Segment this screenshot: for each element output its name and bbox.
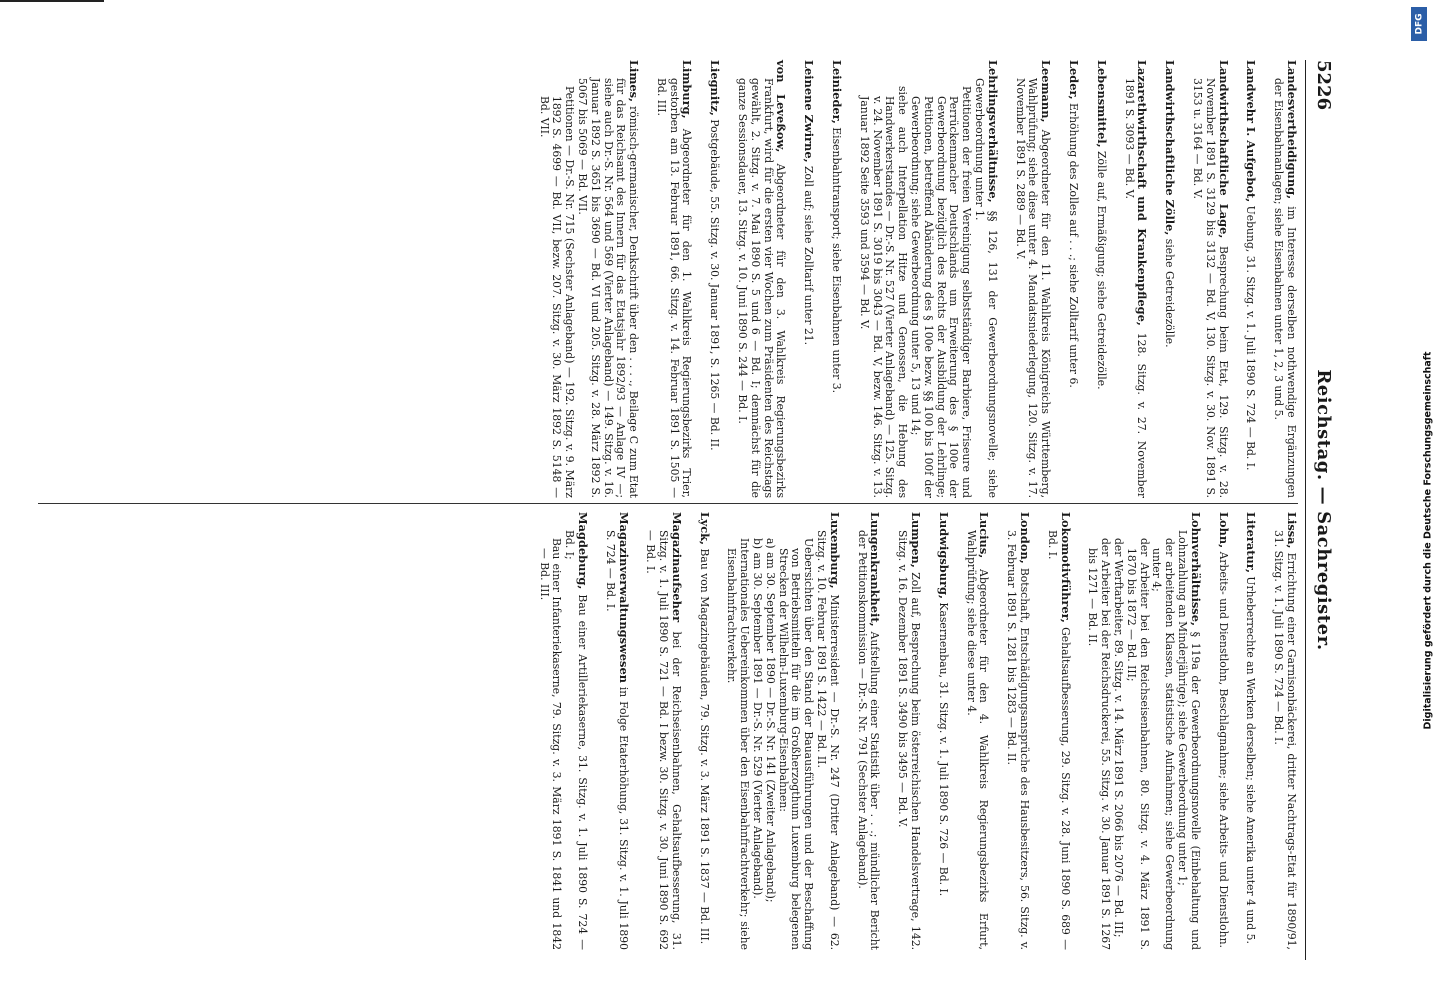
entry-subitem: der arbeitenden Klassen, statistische Aufnahmen; siehe Gewerbeordnung unter 4; — [1150, 538, 1177, 950]
right-column — [523, 512, 1298, 950]
index-entry — [829, 60, 843, 498]
index-entry — [855, 512, 882, 950]
entry-text: Urheberrechte an Werken derselben; siehe Amerika unter 4 und 5. — [1244, 576, 1258, 944]
entry-heading: von Leveßow, — [774, 60, 789, 153]
entry-heading: Limburg, — [680, 60, 695, 119]
left-column — [523, 60, 1298, 498]
index-entry — [801, 60, 815, 498]
entry-heading: Landwirthschaftliche Zölle, — [1163, 60, 1178, 236]
running-title-left: Reichstag. — [1313, 369, 1334, 481]
entry-heading: Leemann, — [1039, 60, 1054, 123]
index-entry — [1045, 512, 1072, 950]
index-entry — [603, 512, 630, 950]
index-entry — [1190, 60, 1229, 498]
digitization-credit: Digitalisierung gefördert durch die Deutsche Forschungsgemeinschaft — [1422, 351, 1434, 730]
entry-heading: Lohnverhältnisse, — [1188, 512, 1203, 626]
entry-text: Postgebäude, 55. Sitzg. v. 30. Januar 1891, S. 1265 — Bd. II. — [708, 119, 722, 451]
entry-heading: Lumpen, — [909, 512, 924, 568]
entry-subitem: Uebersichten über den Stand der Bauausführungen und der Beschaffung von Betriebsmitteln für die im Großherzogthum Luxemburg belegenen Strecken der Wilhelm-Luxemburg-Eisenbahnen: — [776, 538, 816, 950]
entry-text: Botschaft, Entschädigungsansprüche des Hausbesitzers, 56. Sitzg. v. 3. Februar 1891 S. 1281 bis 1283 — Bd. II. — [1005, 530, 1032, 950]
dfg-logo: DFG — [1411, 7, 1427, 41]
entry-text: siehe Getreidezölle. — [1163, 238, 1177, 348]
index-entry — [1122, 60, 1149, 498]
entry-heading: Lissa, — [1285, 512, 1299, 549]
entry-heading: Ludwigsburg, — [936, 512, 951, 599]
entry-heading: Magdeburg, — [575, 512, 590, 590]
entry-text: Zölle auf, Ermäßigung; siehe Getreidezölle. — [1094, 151, 1108, 390]
entry-subitem: der Arbeiter bei der Reichsdruckerei, 55. Sitzg. v. 30. Januar 1891 S. 1267 bis 1271 — Bd. II. — [1086, 538, 1113, 950]
page-header — [1305, 60, 1340, 960]
entry-subitem: Internationales Uebereinkommen über den Eisenbahnfrachtverkehr; siehe Eisenbahnfrachtverkehr. — [725, 538, 752, 950]
entry-subitem: Petitionen der freien Vereinigung selbstständiger Barbiere, Friseure und Perrückenmacher Deutschlands um Erweiterung des § 100e der Gewerbeordnung bezüglich des Rechts der Ausbildung der Lehrlinge; Petitionen, betreffend Abänderung des § 100e bezw. §§ 100 bis 100f der Gewerbeordnung; siehe Gewerbeordnung unter 5, 13 und 14; — [909, 86, 974, 498]
digitization-sidebar — [1408, 5, 1432, 995]
entry-subitem: Petitionen — Dr.-S. Nr. 715 (Sechster Anlageband) — 192. Sitzg. v. 9. März 1892 S. 4699 — Bd. VII, bezw. 207. Sitzg. v. 30. März 1892 S. 5148 — Bd. VII. — [537, 86, 577, 498]
index-entry — [895, 512, 922, 950]
entry-heading: Magazinaufseher — [669, 512, 684, 623]
entry-heading: Literatur, — [1244, 512, 1259, 573]
entry-text: Abgeordneter für den 1. Wahlkreis Regierungsbezirks Trier, gestorben am 13. Februar 1891, 66. Sitzg. v. 14. Februar 1891 S. 1505 — Bd. III. — [654, 78, 694, 498]
entry-heading: Lohn, — [1216, 512, 1231, 549]
entry-text: Uebung, 31. Sitzg. v. 1. Juli 1890 S. 724 — Bd. I. — [1244, 205, 1258, 471]
index-entry — [1244, 60, 1258, 498]
entry-text: Kasernenbau, 31. Sitzg. v. 1. Juli 1890 S. 726 — Bd. I. — [936, 602, 950, 897]
entry-heading: Liegnitz, — [708, 60, 723, 116]
entry-heading: Lucius, — [977, 512, 992, 559]
entry-text: römisch-germanischer, Denkschrift über den . . . ., Beilage C zum Etat für das Reichsamt des Innern für das Etatsjahr 1892/93 — Anlage IV —; siehe auch Dr.-S. Nr. 564 und 569 (Vierter Anlageband) — 149. Sitzg. v. 16. Januar 1892 S. 3651 bis 3690 — Bd. VI und 205. Sitzg. v. 28. März 1892 S. 5067 bis 5069 — Bd. VII. — [575, 78, 641, 498]
index-entry — [735, 60, 787, 498]
running-title: Reichstag.—Sachregister. — [1313, 369, 1334, 651]
running-title-right: Sachregister. — [1313, 511, 1334, 651]
entry-heading: Magazinverwaltungswesen — [616, 512, 631, 683]
index-entry — [1271, 60, 1298, 498]
entry-heading: Leinene Zwirne, — [802, 60, 817, 163]
index-entry — [644, 512, 683, 950]
entry-heading: Leinieder, — [830, 60, 845, 124]
index-entry — [1004, 512, 1031, 950]
entry-heading: Landesvertheidigung, — [1285, 60, 1299, 200]
index-entry — [654, 60, 693, 498]
entry-text: Abgeordneter für den 11. Wahlkreis Königreichs Württemberg, Wahlprüfung; siehe diese unter 4. Mandatsniederlegung, 120. Sitzg. v. 17. November 1891 S. 2889 — Bd. V. — [1013, 78, 1053, 498]
index-entry — [1086, 512, 1202, 950]
entry-heading: Lokomotivführer, — [1058, 512, 1073, 623]
entry-text: § 119a der Gewerbeordnungsnovelle (Einbehaltung und Lohnzahlung an Minderjährige); siehe Gewerbeordnung unter 1; — [1176, 530, 1202, 950]
entry-text: bei der Reichseisenbahnen, Gehaltsaufbesserung, 31. Sitzg. v. 1. Juli 1890 S. 721 — Bd. I bezw. 30. Sitzg. v. 30. Juni 1890 S. 692 — Bd. I. — [644, 530, 683, 950]
entry-text: im Interesse derselben nothwendige Ergänzungen der Eisenbahnanlagen; siehe Eisenbahnen unter 1, 2, 3 und 5. — [1272, 78, 1298, 498]
entry-heading: London, — [1018, 512, 1033, 564]
entry-text: Besprechung beim Etat, 129. Sitzg. v. 28. November 1891 S. 3129 bis 3132 — Bd. V, 130. Sitzg. v. 30. Nov. 1891 S. 3153 u. 3164 — Bd. V. — [1191, 78, 1230, 499]
entry-text: Zoll auf; siehe Zolltarif unter 21. — [802, 166, 816, 346]
entry-heading: Lyck, — [697, 512, 712, 546]
page-number: 5226 — [1313, 60, 1334, 111]
index-entry — [1271, 512, 1298, 950]
entry-heading: Limes, — [627, 60, 642, 103]
index-entry — [1066, 60, 1080, 498]
entry-text: in Folge Etaterhöhung, 31. Sitzg. v. 1. Juli 1890 S. 724 — Bd. I. — [603, 530, 630, 950]
index-entry — [1216, 512, 1230, 950]
index-entry — [537, 512, 589, 950]
entry-heading: Lebensmittel, — [1094, 60, 1109, 148]
entry-heading: Lehrlingsverhältnisse, — [985, 60, 1000, 203]
entry-heading: Landwirthschaftliche Lage, — [1216, 60, 1231, 239]
index-entry — [708, 60, 722, 498]
entry-heading: Luxemburg, — [827, 512, 842, 589]
entry-text: Abgeordneter für den 4. Wahlkreis Regierungsbezirks Erfurt, Wahlprüfung; siehe diese unter 4. — [964, 530, 991, 950]
entry-subitem: a) am 30. September 1890 — Dr.-S. Nr. 141 (Zweiter Anlageband); — [763, 538, 777, 903]
entry-text: 128. Sitzg. v. 27. November 1891 S. 3093 — Bd. V. — [1122, 78, 1149, 499]
index-entry — [1162, 60, 1176, 498]
entry-text: Arbeits- und Dienstlohn, Beschlagnahme; siehe Arbeits- und Dienstlohn. — [1216, 551, 1230, 948]
column-divider — [38, 503, 1298, 504]
index-entry — [1244, 512, 1258, 950]
entry-text: Gehaltsaufbesserung, 29. Sitzg. v. 28. Juni 1890 S. 689 — Bd. I. — [1045, 530, 1072, 950]
entry-subitem: Bau einer Infanteriekaserne, 79. Sitzg. v. 3. März 1891 S. 1841 und 1842 — Bd. III. — [537, 538, 564, 950]
entry-text: Abgeordneter für den 3. Wahlkreis Regierungsbezirks Frankfurt, wird für die ersten vier Wochen zum Präsidenten des Reichstags gewählt, 2. Sitzg. v. 7. Mai 1890 S. 5 und 6 — Bd. I; demnächst für die ganze Sessionsdauer, 13. Sitzg. v. 10. Juni 1890 S. 244 — Bd. I. — [736, 78, 788, 498]
entry-text: Aufstellung einer Statistik über . . .; mündlicher Bericht der Petitionskommission — Dr.-S. Nr. 791 (Sechster Anlageband). — [855, 530, 882, 951]
index-entry — [1013, 60, 1052, 498]
index-entry — [697, 512, 711, 950]
entry-subitem: der Arbeiter bei den Reichseisenbahnen, 80. Sitzg. v. 4. März 1891 S. 1870 bis 1872 — Bd. III; — [1124, 538, 1151, 950]
index-entry — [725, 512, 841, 950]
entry-subitem: b) am 30. September 1891 — Dr.-S. Nr. 529 (Vierter Anlageband). — [751, 538, 765, 899]
entry-text: Zoll auf, Besprechung beim österreichischen Handelsvertrage, 142. Sitzg. v. 16. Dezember 1891 S. 3490 bis 3495 — Bd. V. — [896, 530, 923, 951]
entry-text: Errichtung einer Garnisonbäckerei, dritter Nachtrags-Etat für 1890/91, 31. Sitzg. v. 1. Juli 1890 S. 724 — Bd. I. — [1272, 530, 1298, 950]
entry-text: §§ 126, 131 der Gewerbeordnungsnovelle; siehe Gewerbeordnung unter 1. — [973, 78, 999, 499]
entry-subitem: der Werftarbeiter, 89. Sitzg. v. 14. März 1891 S. 2066 bis 2076 — Bd. III; — [1112, 538, 1126, 938]
entry-heading: Lazarethwirthschaft und Krankenpflege, — [1135, 60, 1150, 326]
index-entry — [964, 512, 991, 950]
entry-text: Erhöhung des Zolles auf . . .; siehe Zolltarif unter 6. — [1067, 103, 1081, 388]
entry-text: Bau einer Artilleriekaserne, 31. Sitzg. v. 1. Juli 1890 S. 724 — Bd. I; — [563, 530, 589, 951]
index-entry — [1094, 60, 1108, 498]
entry-text: Ministerresident — Dr.-S. Nr. 247 (Dritter Anlageband) — 62. Sitzg. v. 10. Februar 1891 S. 1422 — Bd. II. — [815, 530, 841, 951]
index-entry — [857, 60, 999, 498]
entry-heading: Lungenkrankheit, — [868, 512, 883, 627]
entry-heading: Leder, — [1067, 60, 1082, 100]
index-entry — [936, 512, 950, 950]
entry-subitem: siehe auch Interpellation Hitze und Genossen, die Hebung des Handwerkerstandes — Dr.-S. Nr. 527 (Vierter Anlageband) — 125. Sitzg. v. 24. November 1891 S. 3019 bis 3043 — Bd. V, bezw. 146. Sitzg. v. 13. Januar 1892 Seite 3593 und 3594 — Bd. V. — [857, 86, 910, 498]
entry-heading: Landwehr I. Aufgebot, — [1244, 60, 1259, 203]
entry-text: Eisenbahntransport; siehe Eisenbahnen unter 3. — [830, 127, 844, 394]
entry-text: Bau von Magazingebäuden, 79. Sitzg. v. 3. März 1891 S. 1837 — Bd. III. — [697, 548, 711, 945]
index-entry — [537, 60, 640, 498]
